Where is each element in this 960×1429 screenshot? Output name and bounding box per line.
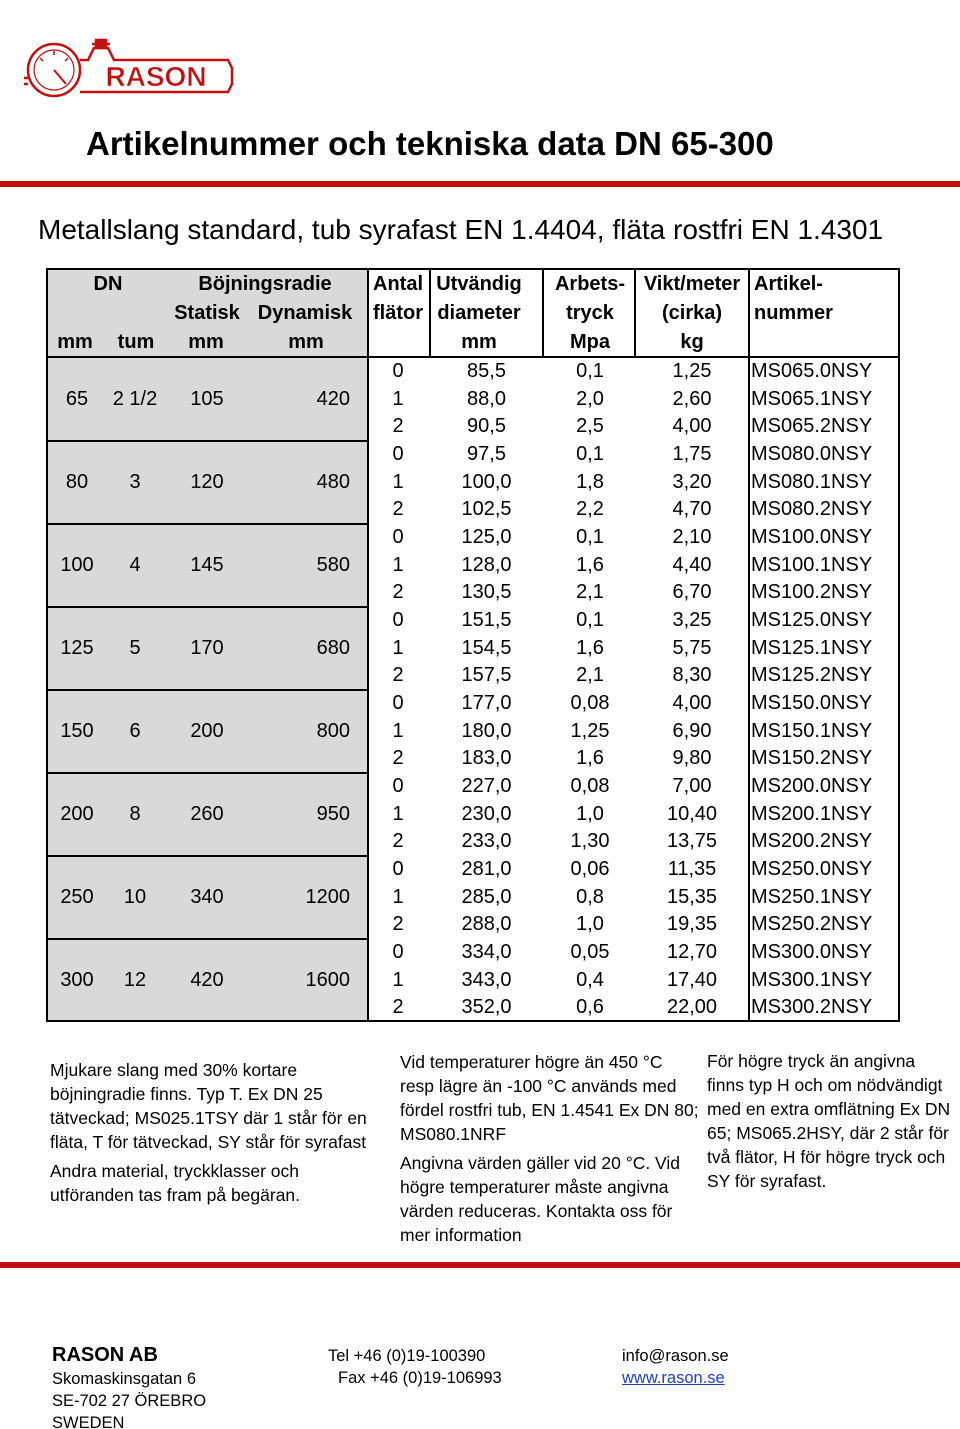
antal-cell: 0 [392,692,404,714]
tryck-cell: 2,2 [576,498,604,521]
vikt-cell: 22,00 [666,996,718,1019]
statisk-cell: 170 [190,637,224,659]
antal-cell: 2 [392,830,404,853]
tryck-cell: 0,1 [576,360,604,382]
fax: Fax +46 (0)19-106993 [338,1369,502,1387]
tryck-cell: 1,6 [576,636,604,659]
header-arbets: Arbets- [554,273,625,295]
footer-contact [622,1345,729,1389]
table-row [367,690,902,718]
table-row [367,441,902,469]
vikt-cell: 17,40 [666,968,718,991]
dn-tum-cell: 4 [129,554,141,576]
header-statisk: Statisk [174,302,240,324]
artikel-cell: MS250.2NSY [751,913,873,936]
antal-cell: 1 [392,636,404,659]
vikt-cell: 4,00 [672,692,712,714]
table-row [367,524,902,552]
table-row [367,773,902,801]
grid-line [367,270,369,1020]
header-diameter: diameter [437,302,521,324]
header-dynamisk-mm: mm [288,331,324,353]
header-dynamisk: Dynamisk [257,302,353,324]
dynamisk-cell: 800 [316,720,350,742]
vikt-cell: 6,70 [672,581,712,604]
antal-cell: 0 [392,858,404,880]
logo-text: RASON [105,61,207,92]
group-separator [48,606,367,608]
dn-tum-cell: 6 [129,720,141,742]
artikel-cell: MS065.2NSY [751,415,873,438]
header-diameter-mm: mm [461,331,497,353]
statisk-cell: 105 [190,388,224,410]
table-row [367,607,902,635]
antal-cell: 2 [392,581,404,604]
table-row [367,994,902,1022]
table-row [367,828,902,856]
table-row [367,662,902,690]
dynamisk-cell: 1200 [305,886,350,908]
artikel-cell: MS065.1NSY [751,387,873,410]
street: Skomaskinsgatan 6 [52,1370,196,1388]
antal-cell: 0 [392,775,404,797]
dn-tum-cell: 10 [123,886,147,908]
diameter-cell: 100,0 [461,470,512,493]
vikt-cell: 10,40 [666,802,718,825]
artikel-cell: MS150.1NSY [751,719,873,742]
header-statisk-mm: mm [188,331,224,353]
group-separator [48,523,367,525]
diameter-cell: 157,5 [461,664,512,687]
diameter-cell: 177,0 [461,692,512,714]
antal-cell: 1 [392,553,404,576]
table-row [367,856,902,884]
artikel-cell: MS150.2NSY [751,747,873,770]
tryck-cell: 1,0 [576,913,604,936]
antal-cell: 1 [392,968,404,991]
note-text: Andra material, tryckklasser och utföranden tas fram på begäran. [50,1161,301,1205]
header-artikel: Artikel- [754,273,823,295]
antal-cell: 2 [392,747,404,770]
table-row [367,718,902,746]
tryck-cell: 0,1 [576,443,604,465]
antal-cell: 2 [392,498,404,521]
vikt-cell: 13,75 [666,830,718,853]
artikel-cell: MS200.2NSY [751,830,873,853]
header-antal: Antal [373,273,423,295]
grid-line [542,270,544,356]
email-link[interactable]: info@rason.se [622,1347,729,1365]
diameter-cell: 154,5 [461,636,512,659]
note-text: Vid temperaturer högre än 450 °C resp lägre än -100 °C används med fördel rostfri tub, EN 1.4541 Ex DN 80; MS080.1NRF [400,1052,699,1144]
vikt-cell: 7,00 [672,775,712,797]
diameter-cell: 230,0 [461,802,512,825]
dn-mm-cell: 80 [65,471,89,493]
diameter-cell: 128,0 [461,553,512,576]
diameter-cell: 227,0 [461,775,512,797]
vikt-cell: 15,35 [666,885,718,908]
dn-group [48,939,367,1022]
dn-tum-cell: 2 1/2 [112,388,158,410]
data-table [46,268,900,1022]
diameter-cell: 180,0 [461,719,512,742]
statisk-cell: 120 [190,471,224,493]
antal-cell: 1 [392,719,404,742]
vikt-cell: 3,20 [672,470,712,493]
antal-cell: 2 [392,415,404,438]
artikel-cell: MS100.2NSY [751,581,873,604]
dn-group [48,441,367,524]
header-vikt: Vikt/meter [643,273,741,295]
artikel-cell: MS100.0NSY [751,526,873,548]
dynamisk-cell: 1600 [305,969,350,991]
statisk-cell: 200 [190,720,224,742]
table-row [367,358,902,386]
artikel-cell: MS125.1NSY [751,636,873,659]
vikt-cell: 19,35 [666,913,718,936]
footer-phone [328,1345,502,1389]
diameter-cell: 233,0 [461,830,512,853]
antal-cell: 0 [392,360,404,382]
tryck-cell: 0,1 [576,609,604,631]
table-row [367,911,902,939]
vikt-cell: 1,75 [672,443,712,465]
tryck-cell: 0,6 [576,996,604,1019]
tryck-cell: 1,6 [576,747,604,770]
footer-address [52,1342,206,1429]
tryck-cell: 0,8 [576,885,604,908]
page-title: Artikelnummer och tekniska data DN 65-300 [86,125,774,162]
vikt-cell: 1,25 [672,360,712,382]
antal-cell: 2 [392,664,404,687]
tryck-cell: 0,06 [570,858,610,880]
dn-tum-cell: 8 [129,803,141,825]
vikt-cell: 6,90 [672,719,712,742]
header-mpa: Mpa [570,331,610,353]
diameter-cell: 285,0 [461,885,512,908]
vikt-cell: 11,35 [667,858,717,880]
diameter-cell: 288,0 [461,913,512,936]
dynamisk-cell: 950 [316,803,350,825]
tryck-cell: 1,25 [570,719,610,742]
dynamisk-cell: 420 [316,388,350,410]
note-text: Mjukare slang med 30% kortare böjningradie finns. Typ T. Ex DN 25 tätveckad; MS025.1TSY där 1 står för en fläta, T för tätveckad, SY står för syrafast [50,1060,367,1152]
postal-address: SE-702 27 ÖREBRO [52,1392,207,1410]
tryck-cell: 0,08 [570,775,610,797]
dn-tum-cell: 12 [123,969,147,991]
artikel-cell: MS300.0NSY [751,941,873,963]
website-link[interactable]: www.rason.se [622,1369,725,1387]
tryck-cell: 0,08 [570,692,610,714]
tryck-cell: 1,30 [570,830,610,853]
diameter-cell: 183,0 [461,747,512,770]
artikel-cell: MS250.0NSY [751,858,873,880]
dn-group [48,524,367,607]
tryck-cell: 1,8 [576,470,604,493]
note-middle [400,1050,700,1247]
vikt-cell: 4,70 [672,498,712,521]
header-kg: kg [680,331,704,353]
dn-group [48,773,367,856]
table-row [367,801,902,829]
dynamisk-cell: 680 [316,637,350,659]
table-row [367,939,902,967]
tryck-cell: 0,05 [570,941,610,963]
telephone: Tel +46 (0)19-100390 [328,1347,486,1365]
dynamisk-cell: 480 [316,471,350,493]
table-row [367,552,902,580]
header-tryck: tryck [566,302,614,324]
table-row [367,635,902,663]
artikel-cell: MS125.2NSY [751,664,873,687]
tryck-cell: 0,1 [576,526,604,548]
dn-group [48,607,367,690]
artikel-cell: MS300.2NSY [751,996,873,1019]
dn-tum-cell: 5 [129,637,141,659]
diameter-cell: 85,5 [467,360,506,382]
tryck-cell: 0,4 [576,968,604,991]
table-row [367,386,902,414]
artikel-cell: MS080.1NSY [751,470,873,493]
header-utvandig: Utvändig [436,273,522,295]
table-row [367,496,902,524]
diameter-cell: 88,0 [467,387,506,410]
antal-cell: 1 [392,885,404,908]
header-dn-tum: tum [117,331,155,353]
antal-cell: 0 [392,609,404,631]
tryck-cell: 1,0 [576,802,604,825]
header-dn: DN [93,273,123,295]
rason-logo [18,38,240,108]
statisk-cell: 340 [190,886,224,908]
artikel-cell: MS065.0NSY [751,360,873,382]
group-separator [48,772,367,774]
header-dn-mm: mm [57,331,93,353]
artikel-cell: MS080.0NSY [751,443,873,465]
grid-line [48,356,898,358]
top-divider [0,181,960,187]
note-text: För högre tryck än angivna finns typ H och om nödvändigt med en extra omflätning Ex DN 65; MS065.2HSY, där 2 står för två flätor, H för högre tryck och SY för syrafast. [707,1051,951,1191]
statisk-cell: 145 [190,554,224,576]
antal-cell: 1 [392,387,404,410]
antal-cell: 1 [392,802,404,825]
diameter-cell: 130,5 [461,581,512,604]
header-nummer: nummer [754,302,833,324]
group-separator [48,440,367,442]
antal-cell: 0 [392,941,404,963]
antal-cell: 0 [392,443,404,465]
note-right [707,1049,955,1193]
artikel-cell: MS300.1NSY [751,968,873,991]
antal-cell: 0 [392,526,404,548]
vikt-cell: 2,60 [672,387,712,410]
statisk-cell: 420 [190,969,224,991]
table-row [367,469,902,497]
artikel-cell: MS150.0NSY [751,692,873,714]
vikt-cell: 12,70 [666,941,718,963]
dn-tum-cell: 3 [129,471,141,493]
diameter-cell: 334,0 [461,941,512,963]
dn-mm-cell: 250 [60,886,94,908]
vikt-cell: 4,40 [672,553,712,576]
vikt-cell: 5,75 [672,636,712,659]
antal-cell: 2 [392,996,404,1019]
dn-group [48,856,367,939]
header-cirka: (cirka) [661,302,723,324]
vikt-cell: 8,30 [672,664,712,687]
tryck-cell: 2,1 [576,581,604,604]
tryck-cell: 2,5 [576,415,604,438]
artikel-cell: MS250.1NSY [751,885,873,908]
artikel-cell: MS100.1NSY [751,553,873,576]
country: SWEDEN [52,1414,125,1429]
page-subtitle: Metallslang standard, tub syrafast EN 1.4404, fläta rostfri EN 1.4301 [38,214,884,245]
dn-group [48,358,367,441]
company-name: RASON AB [52,1344,158,1366]
dn-mm-cell: 65 [65,388,89,410]
note-text: Angivna värden gäller vid 20 °C. Vid högre temperaturer måste angivna värden reduceras. Kontakta oss för mer information [400,1153,681,1245]
statisk-cell: 260 [190,803,224,825]
diameter-cell: 125,0 [461,526,512,548]
grid-line [429,270,431,356]
vikt-cell: 2,10 [672,526,712,548]
antal-cell: 2 [392,913,404,936]
artikel-cell: MS125.0NSY [751,609,873,631]
vikt-cell: 4,00 [672,415,712,438]
diameter-cell: 352,0 [461,996,512,1019]
artikel-cell: MS080.2NSY [751,498,873,521]
bottom-divider [0,1262,960,1268]
table-row [367,413,902,441]
diameter-cell: 343,0 [461,968,512,991]
diameter-cell: 97,5 [467,443,506,465]
dn-mm-cell: 150 [60,720,94,742]
table-row [367,967,902,995]
dynamisk-cell: 580 [316,554,350,576]
tryck-cell: 2,1 [576,664,604,687]
header-bojningsradie: Böjningsradie [198,273,332,295]
table-row [367,579,902,607]
group-separator [48,938,367,940]
diameter-cell: 90,5 [467,415,506,438]
grid-line [748,270,750,1020]
group-separator [48,689,367,691]
group-separator [48,855,367,857]
grid-line [634,270,636,356]
table-row [367,884,902,912]
artikel-cell: MS200.1NSY [751,802,873,825]
diameter-cell: 281,0 [461,858,512,880]
antal-cell: 1 [392,470,404,493]
table-row [367,745,902,773]
vikt-cell: 3,25 [672,609,712,631]
diameter-cell: 151,5 [461,609,512,631]
dn-mm-cell: 125 [60,637,94,659]
tryck-cell: 1,6 [576,553,604,576]
dn-group [48,690,367,773]
tryck-cell: 2,0 [576,387,604,410]
note-left [50,1058,370,1207]
diameter-cell: 102,5 [461,498,512,521]
artikel-cell: MS200.0NSY [751,775,873,797]
vikt-cell: 9,80 [672,747,712,770]
dn-mm-cell: 300 [60,969,94,991]
dn-mm-cell: 200 [60,803,94,825]
dn-mm-cell: 100 [60,554,94,576]
header-flator: flätor [373,302,423,324]
